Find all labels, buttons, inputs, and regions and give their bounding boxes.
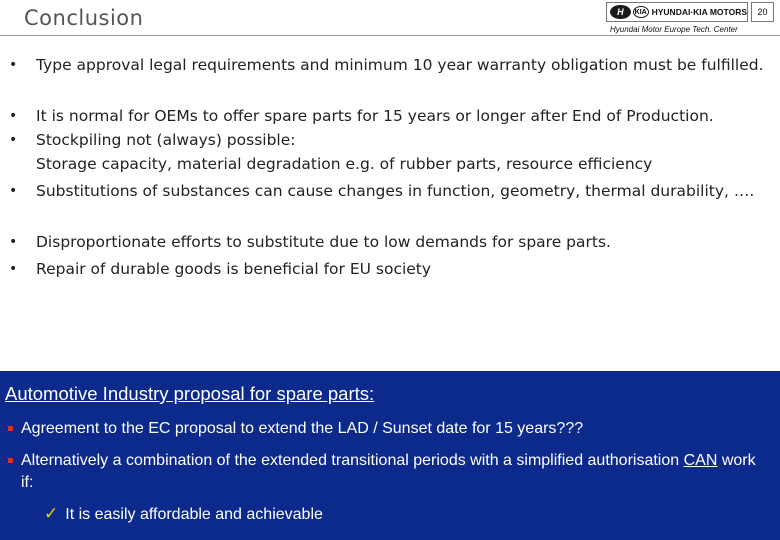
bullet-icon: • xyxy=(9,261,18,277)
bullet-icon: • xyxy=(9,108,18,124)
bullet-icon: • xyxy=(9,57,18,73)
panel-item-text xyxy=(21,450,761,494)
header-divider xyxy=(0,35,780,36)
bullet-icon: • xyxy=(9,234,18,250)
bullet-text: Type approval legal requirements and minimum 10 year warranty obligation must be fulfilled. xyxy=(36,56,764,74)
bullet-text: Stockpiling not (always) possible: xyxy=(36,131,296,149)
check-item xyxy=(44,504,323,524)
square-bullet-icon xyxy=(8,458,13,463)
panel-item-text-part: work if: xyxy=(21,452,756,491)
header-subtitle: Hyundai Motor Europe Tech. Center xyxy=(610,25,738,34)
bullet-icon: • xyxy=(9,132,18,148)
hyundai-emblem-icon: H xyxy=(610,5,631,19)
logo-brand-text: HYUNDAI·KIA MOTORS xyxy=(651,7,747,17)
bullet-text: Storage capacity, material degradation e.g. of rubber parts, resource efficiency xyxy=(36,155,653,173)
panel-heading: Automotive Industry proposal for spare parts: xyxy=(5,383,375,404)
slide-title: Conclusion xyxy=(24,6,144,30)
check-item-text: It is easily affordable and achievable xyxy=(65,506,323,523)
square-bullet-icon xyxy=(8,426,13,431)
bullet-text: Disproportionate efforts to substitute due to low demands for spare parts. xyxy=(36,233,611,251)
kia-emblem-icon: KIA xyxy=(633,6,649,18)
panel-item-text-part: Alternatively a combination of the extended transitional periods with a simplified authorisation xyxy=(21,452,680,469)
bullet-text: Repair of durable goods is beneficial for EU society xyxy=(36,260,432,278)
checkmark-icon: ✓ xyxy=(44,504,59,523)
hyundai-kia-logo xyxy=(606,2,748,22)
bullet-text: It is normal for OEMs to offer spare parts for 15 years or longer after End of Production. xyxy=(36,107,714,125)
bullet-text: Substitutions of substances can cause changes in function, geometry, thermal durability, …. xyxy=(36,182,755,200)
proposal-panel xyxy=(0,371,780,540)
bullet-icon: • xyxy=(9,183,18,199)
page-number: 20 xyxy=(751,2,774,22)
emphasis-can: CAN xyxy=(683,452,718,469)
panel-item-text: Agreement to the EC proposal to extend the LAD / Sunset date for 15 years??? xyxy=(21,420,584,437)
